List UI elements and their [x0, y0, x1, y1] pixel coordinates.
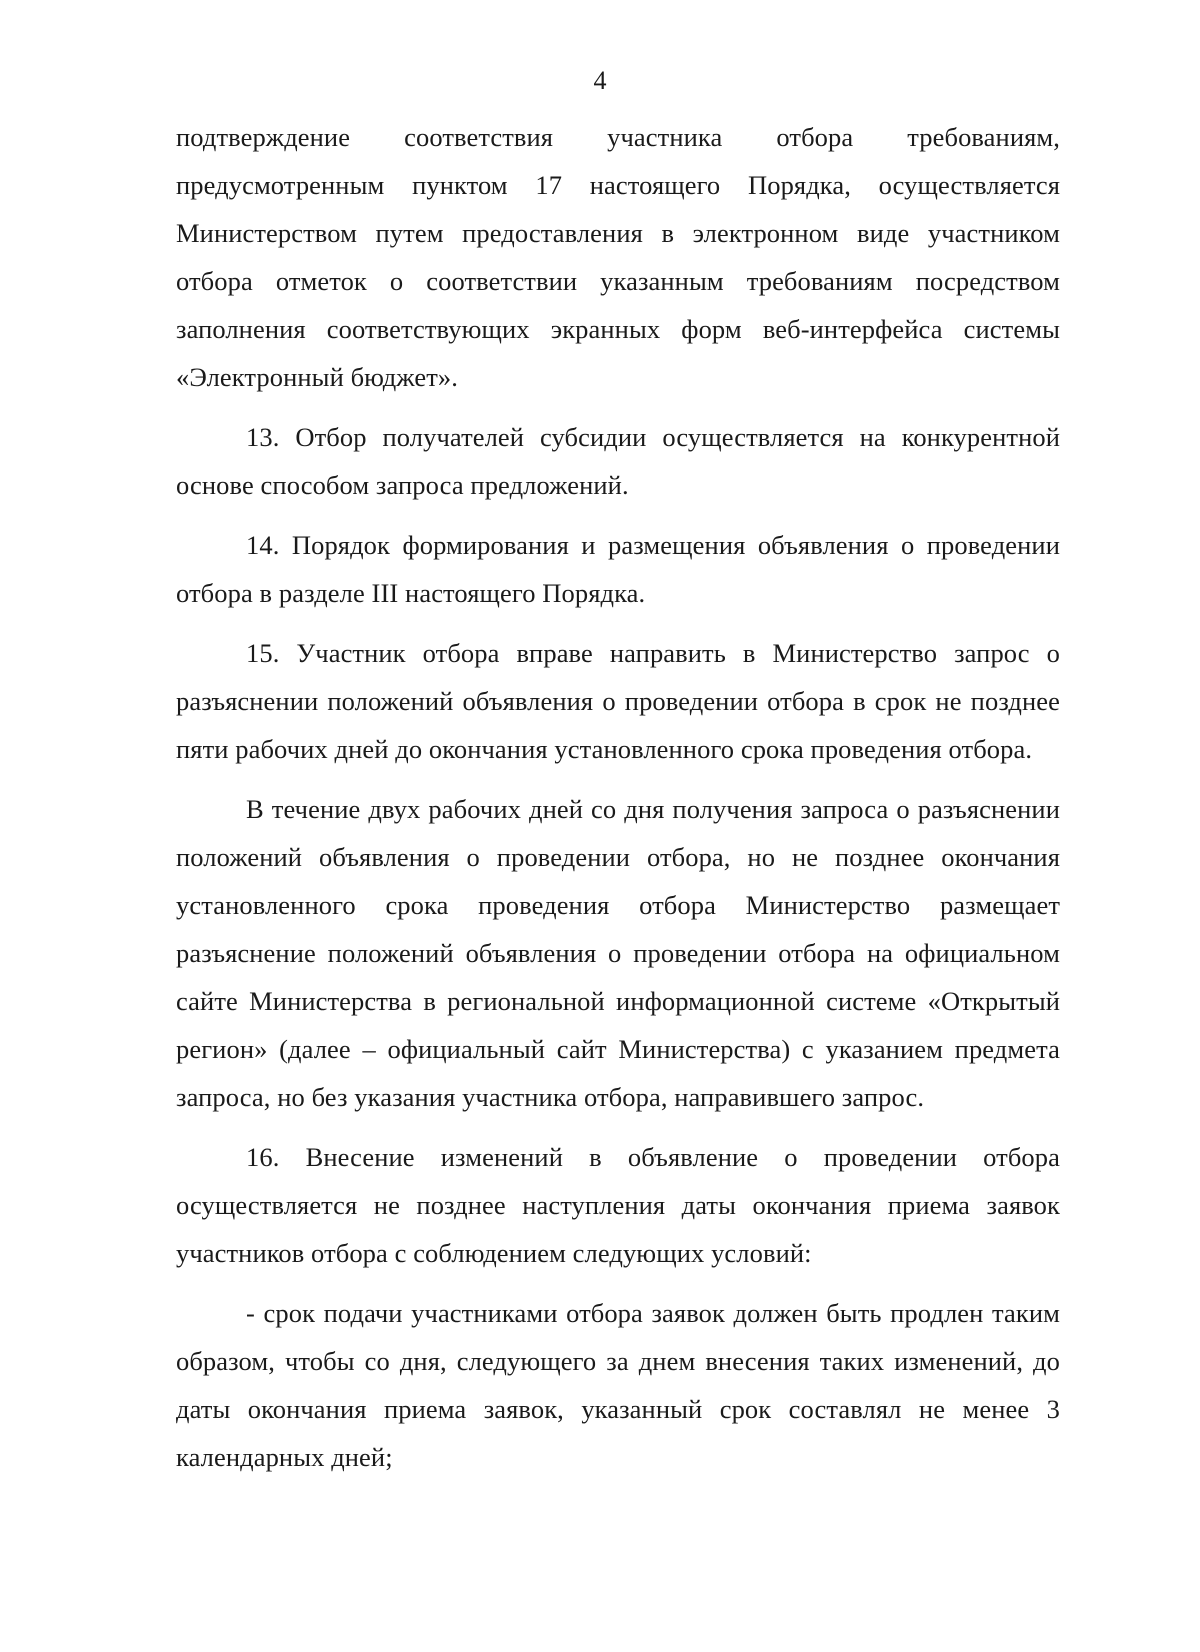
paragraph-15: 15. Участник отбора вправе направить в Министерство запрос о разъяснении положений объявления о проведении отбора в срок не позднее пяти рабочих дней до окончания установленного срока проведения отбора.: [176, 638, 1060, 764]
paragraph-14: 14. Порядок формирования и размещения объявления о проведении отбора в разделе III настоящего Порядка.: [176, 530, 1060, 608]
paragraph-16-condition: - срок подачи участниками отбора заявок должен быть продлен таким образом, чтобы со дня, следующего за днем внесения таких изменений, до даты окончания приема заявок, указанный срок составлял не менее 3 календарных дней;: [176, 1298, 1060, 1472]
paragraph-16: 16. Внесение изменений в объявление о проведении отбора осуществляется не позднее наступления даты окончания приема заявок участников отбора с соблюдением следующих условий:: [176, 1142, 1060, 1268]
paragraph-13: 13. Отбор получателей субсидии осуществляется на конкурентной основе способом запроса предложений.: [176, 422, 1060, 500]
document-body: [176, 113, 1060, 1481]
paragraph-15-clarification: В течение двух рабочих дней со дня получения запроса о разъяснении положений объявления о проведении отбора, но не позднее окончания установленного срока проведения отбора Министерство размещает разъяснение положений объявления о проведении отбора на официальном сайте Министерства в региональной информационной системе «Открытый регион» (далее – официальный сайт Министерства) с указанием предмета запроса, но без указания участника отбора, направившего запрос.: [176, 794, 1060, 1112]
paragraph-continuation: подтверждение соответствия участника отбора требованиям, предусмотренным пунктом 17 настоящего Порядка, осуществляется Министерством путем предоставления в электронном виде участником отбора отметок о соответствии указанным требованиям посредством заполнения соответствующих экранных форм веб-интерфейса системы «Электронный бюджет».: [176, 122, 1060, 392]
page-number: 4: [593, 66, 607, 95]
